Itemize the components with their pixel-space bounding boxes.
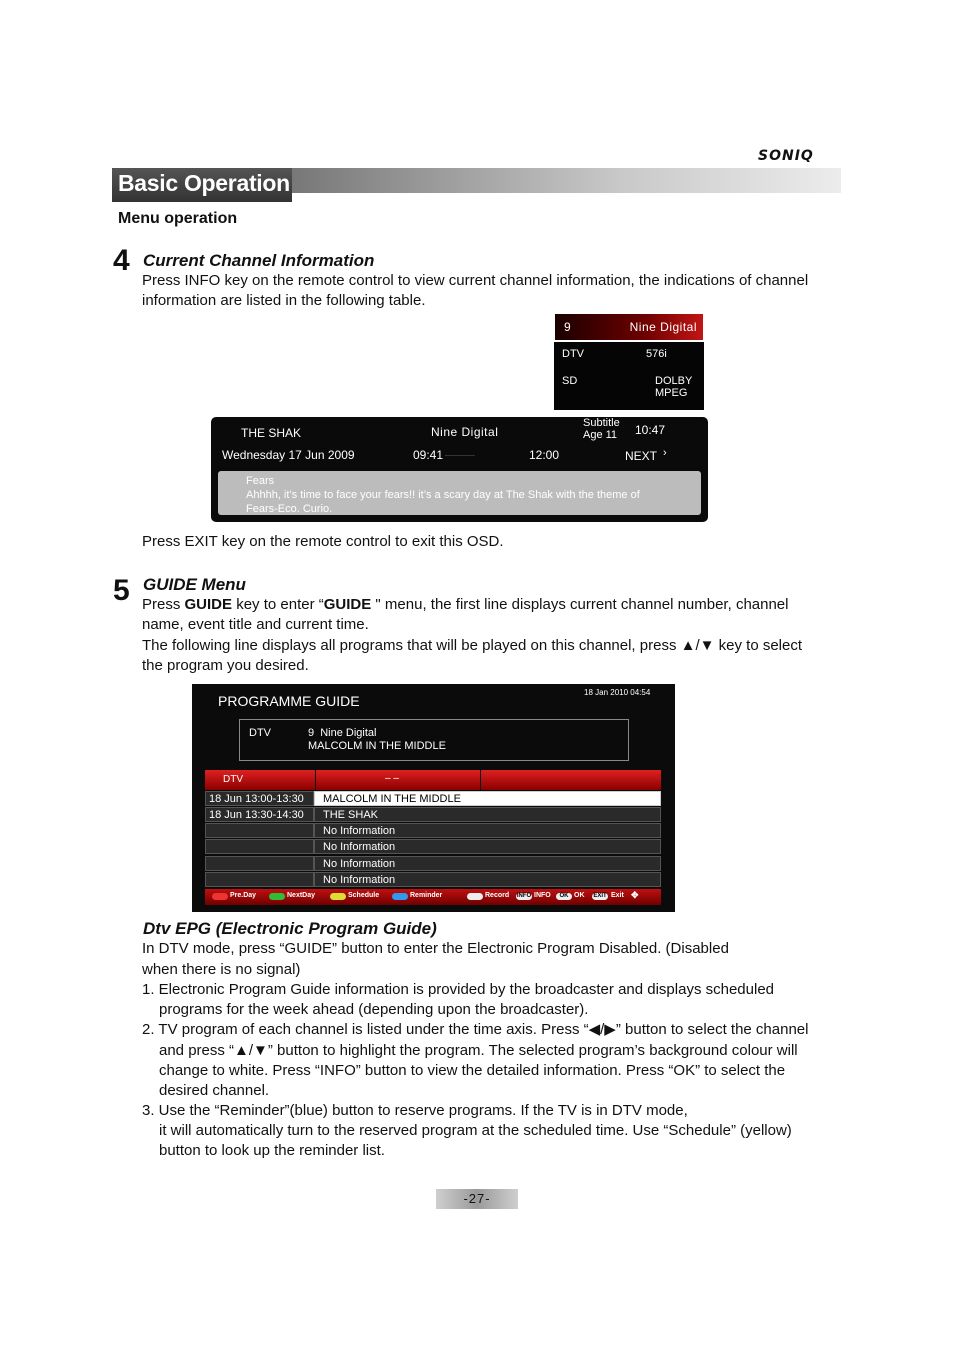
footer-reminder: Reminder <box>410 892 443 899</box>
info-key-icon[interactable]: INFO <box>516 893 532 899</box>
footer-exit: Exit <box>611 892 624 899</box>
paragraph <box>142 595 788 616</box>
guide-row-title: No Information <box>314 823 661 838</box>
osd-start-time: 09:41 <box>413 448 444 462</box>
osd-next-label: NEXT <box>625 449 658 463</box>
section-number-5: 5 <box>113 574 130 607</box>
guide-datetime: 18 Jan 2010 04:54 <box>584 688 651 697</box>
osd-description-line: Ahhhh, it’s time to face your fears!! it’s a scary day at The Shak with the theme of <box>246 489 640 501</box>
guide-column-label: – – <box>385 773 399 784</box>
osd-progress-track <box>445 455 475 456</box>
guide-row[interactable] <box>205 791 661 806</box>
guide-column-label: DTV <box>223 774 243 785</box>
guide-column-header <box>316 770 480 790</box>
paragraph: desired channel. <box>159 1082 270 1099</box>
paragraph: The following line displays all programs that will be played on this channel, press ▲/▼ key to select <box>142 637 803 654</box>
brand-logo: SONIQ <box>758 148 814 164</box>
osd-audio-dolby: DOLBY <box>655 375 693 387</box>
guide-row-time: 18 Jun 13:00-13:30 <box>205 791 314 806</box>
footer-nextday: NextDay <box>287 892 316 899</box>
page-title: Basic Operation <box>112 168 292 202</box>
guide-channel: 9 Nine Digital <box>308 727 377 739</box>
osd-mode: DTV <box>562 348 584 360</box>
section-subtitle: Menu operation <box>118 210 238 227</box>
guide-row[interactable] <box>205 807 661 822</box>
yellow-button-icon[interactable] <box>330 893 346 900</box>
programme-guide-screen <box>192 684 675 912</box>
guide-column-header <box>481 770 661 790</box>
paragraph: information are listed in the following table. <box>142 292 426 309</box>
osd-info-banner <box>211 417 708 522</box>
osd-description-box <box>218 471 701 515</box>
paragraph: name, event title and current time. <box>142 616 369 633</box>
text: key to enter “ <box>232 596 324 613</box>
osd-clock: 10:47 <box>635 423 666 437</box>
osd-end-time: 12:00 <box>529 448 560 462</box>
guide-row[interactable] <box>205 839 661 854</box>
paragraph: Press EXIT key on the remote control to exit this OSD. <box>142 533 504 550</box>
osd-audio-mpeg: MPEG <box>655 387 688 399</box>
ok-key-icon[interactable]: OK <box>556 893 572 900</box>
red-button-icon[interactable] <box>212 893 228 900</box>
osd-network: Nine Digital <box>431 425 499 439</box>
paragraph: 3. Use the “Reminder”(blue) button to reserve programs. If the TV is in DTV mode, <box>142 1102 688 1119</box>
dpad-arrows-icon: ✥ <box>631 890 639 900</box>
guide-row-title: No Information <box>314 839 661 854</box>
osd-channel-name: Nine Digital <box>629 320 697 334</box>
exit-key-icon[interactable]: EXIT <box>593 893 607 899</box>
guide-current-event: MALCOLM IN THE MIDDLE <box>308 740 446 752</box>
paragraph: button to look up the reminder list. <box>159 1142 385 1159</box>
footer-ok: OK <box>574 892 585 899</box>
text: " menu, the first line displays current channel number, channel <box>371 596 789 613</box>
footer-record: Record <box>485 892 510 899</box>
paragraph: when there is no signal) <box>142 961 301 978</box>
paragraph: programs for the week ahead (depending upon the broadcaster). <box>159 1001 589 1018</box>
footer-preday: Pre.Day <box>230 892 257 899</box>
record-button-icon[interactable] <box>467 893 483 900</box>
osd-signal-panel <box>554 342 704 410</box>
guide-mode: DTV <box>249 727 271 739</box>
paragraph: the program you desired. <box>142 657 309 674</box>
guide-row-time <box>205 872 314 887</box>
guide-row[interactable] <box>205 872 661 887</box>
guide-row-time: 18 Jun 13:30-14:30 <box>205 807 314 822</box>
osd-description-line: Fears-Eco. Curio. <box>246 503 333 515</box>
osd-age-rating: Age 11 <box>583 429 618 441</box>
paragraph: change to white. Press “INFO” button to view the detailed information. Press “OK” to select the <box>159 1062 786 1079</box>
guide-row[interactable] <box>205 856 661 871</box>
guide-row-title: THE SHAK <box>314 807 661 822</box>
guide-row-time <box>205 839 314 854</box>
guide-column-header <box>205 770 315 790</box>
section-heading-guide-menu: GUIDE Menu <box>143 575 246 594</box>
guide-title: PROGRAMME GUIDE <box>218 693 360 709</box>
page-number: -27- <box>436 1189 518 1209</box>
osd-definition: SD <box>562 375 578 387</box>
osd-channel-number: 9 <box>564 320 571 334</box>
guide-footer-bar <box>205 889 661 905</box>
guide-row-title: No Information <box>314 872 661 887</box>
chevron-right-icon: › <box>663 447 667 459</box>
osd-program-title: THE SHAK <box>241 426 302 440</box>
osd-channel-bar <box>555 314 703 340</box>
guide-key-bold: GUIDE <box>323 596 372 613</box>
section-heading-channel-info: Current Channel Information <box>143 251 375 270</box>
section-heading-epg: Dtv EPG (Electronic Program Guide) <box>143 919 437 938</box>
paragraph: and press “▲/▼” button to highlight the program. The selected program’s background colour will <box>159 1042 798 1059</box>
footer-info: INFO <box>534 892 551 899</box>
osd-subtitle: Subtitle <box>583 417 620 429</box>
osd-date: Wednesday 17 Jun 2009 <box>222 448 355 462</box>
paragraph: Press INFO key on the remote control to view current channel information, the indications of channel <box>142 272 809 289</box>
text: Press <box>142 596 185 613</box>
green-button-icon[interactable] <box>269 893 285 900</box>
guide-row-title-selected: MALCOLM IN THE MIDDLE <box>314 791 661 806</box>
paragraph: 2. TV program of each channel is listed under the time axis. Press “◀/▶” button to select the channel <box>142 1021 809 1038</box>
guide-row-title: No Information <box>314 856 661 871</box>
section-number-4: 4 <box>113 244 130 277</box>
guide-key-bold: GUIDE <box>184 596 233 613</box>
paragraph: it will automatically turn to the reserved program at the scheduled time. Use “Schedule” (yellow) <box>159 1122 792 1139</box>
guide-row-time <box>205 856 314 871</box>
blue-button-icon[interactable] <box>392 893 408 900</box>
guide-current-channel-box <box>239 719 629 761</box>
footer-schedule: Schedule <box>348 892 380 899</box>
osd-resolution: 576i <box>646 348 667 360</box>
paragraph: In DTV mode, press “GUIDE” button to enter the Electronic Program Disabled. (Disabled <box>142 940 729 957</box>
guide-row-time <box>205 823 314 838</box>
osd-description-title: Fears <box>246 475 275 487</box>
guide-row[interactable] <box>205 823 661 838</box>
paragraph: 1. Electronic Program Guide information is provided by the broadcaster and displays scheduled <box>142 981 775 998</box>
